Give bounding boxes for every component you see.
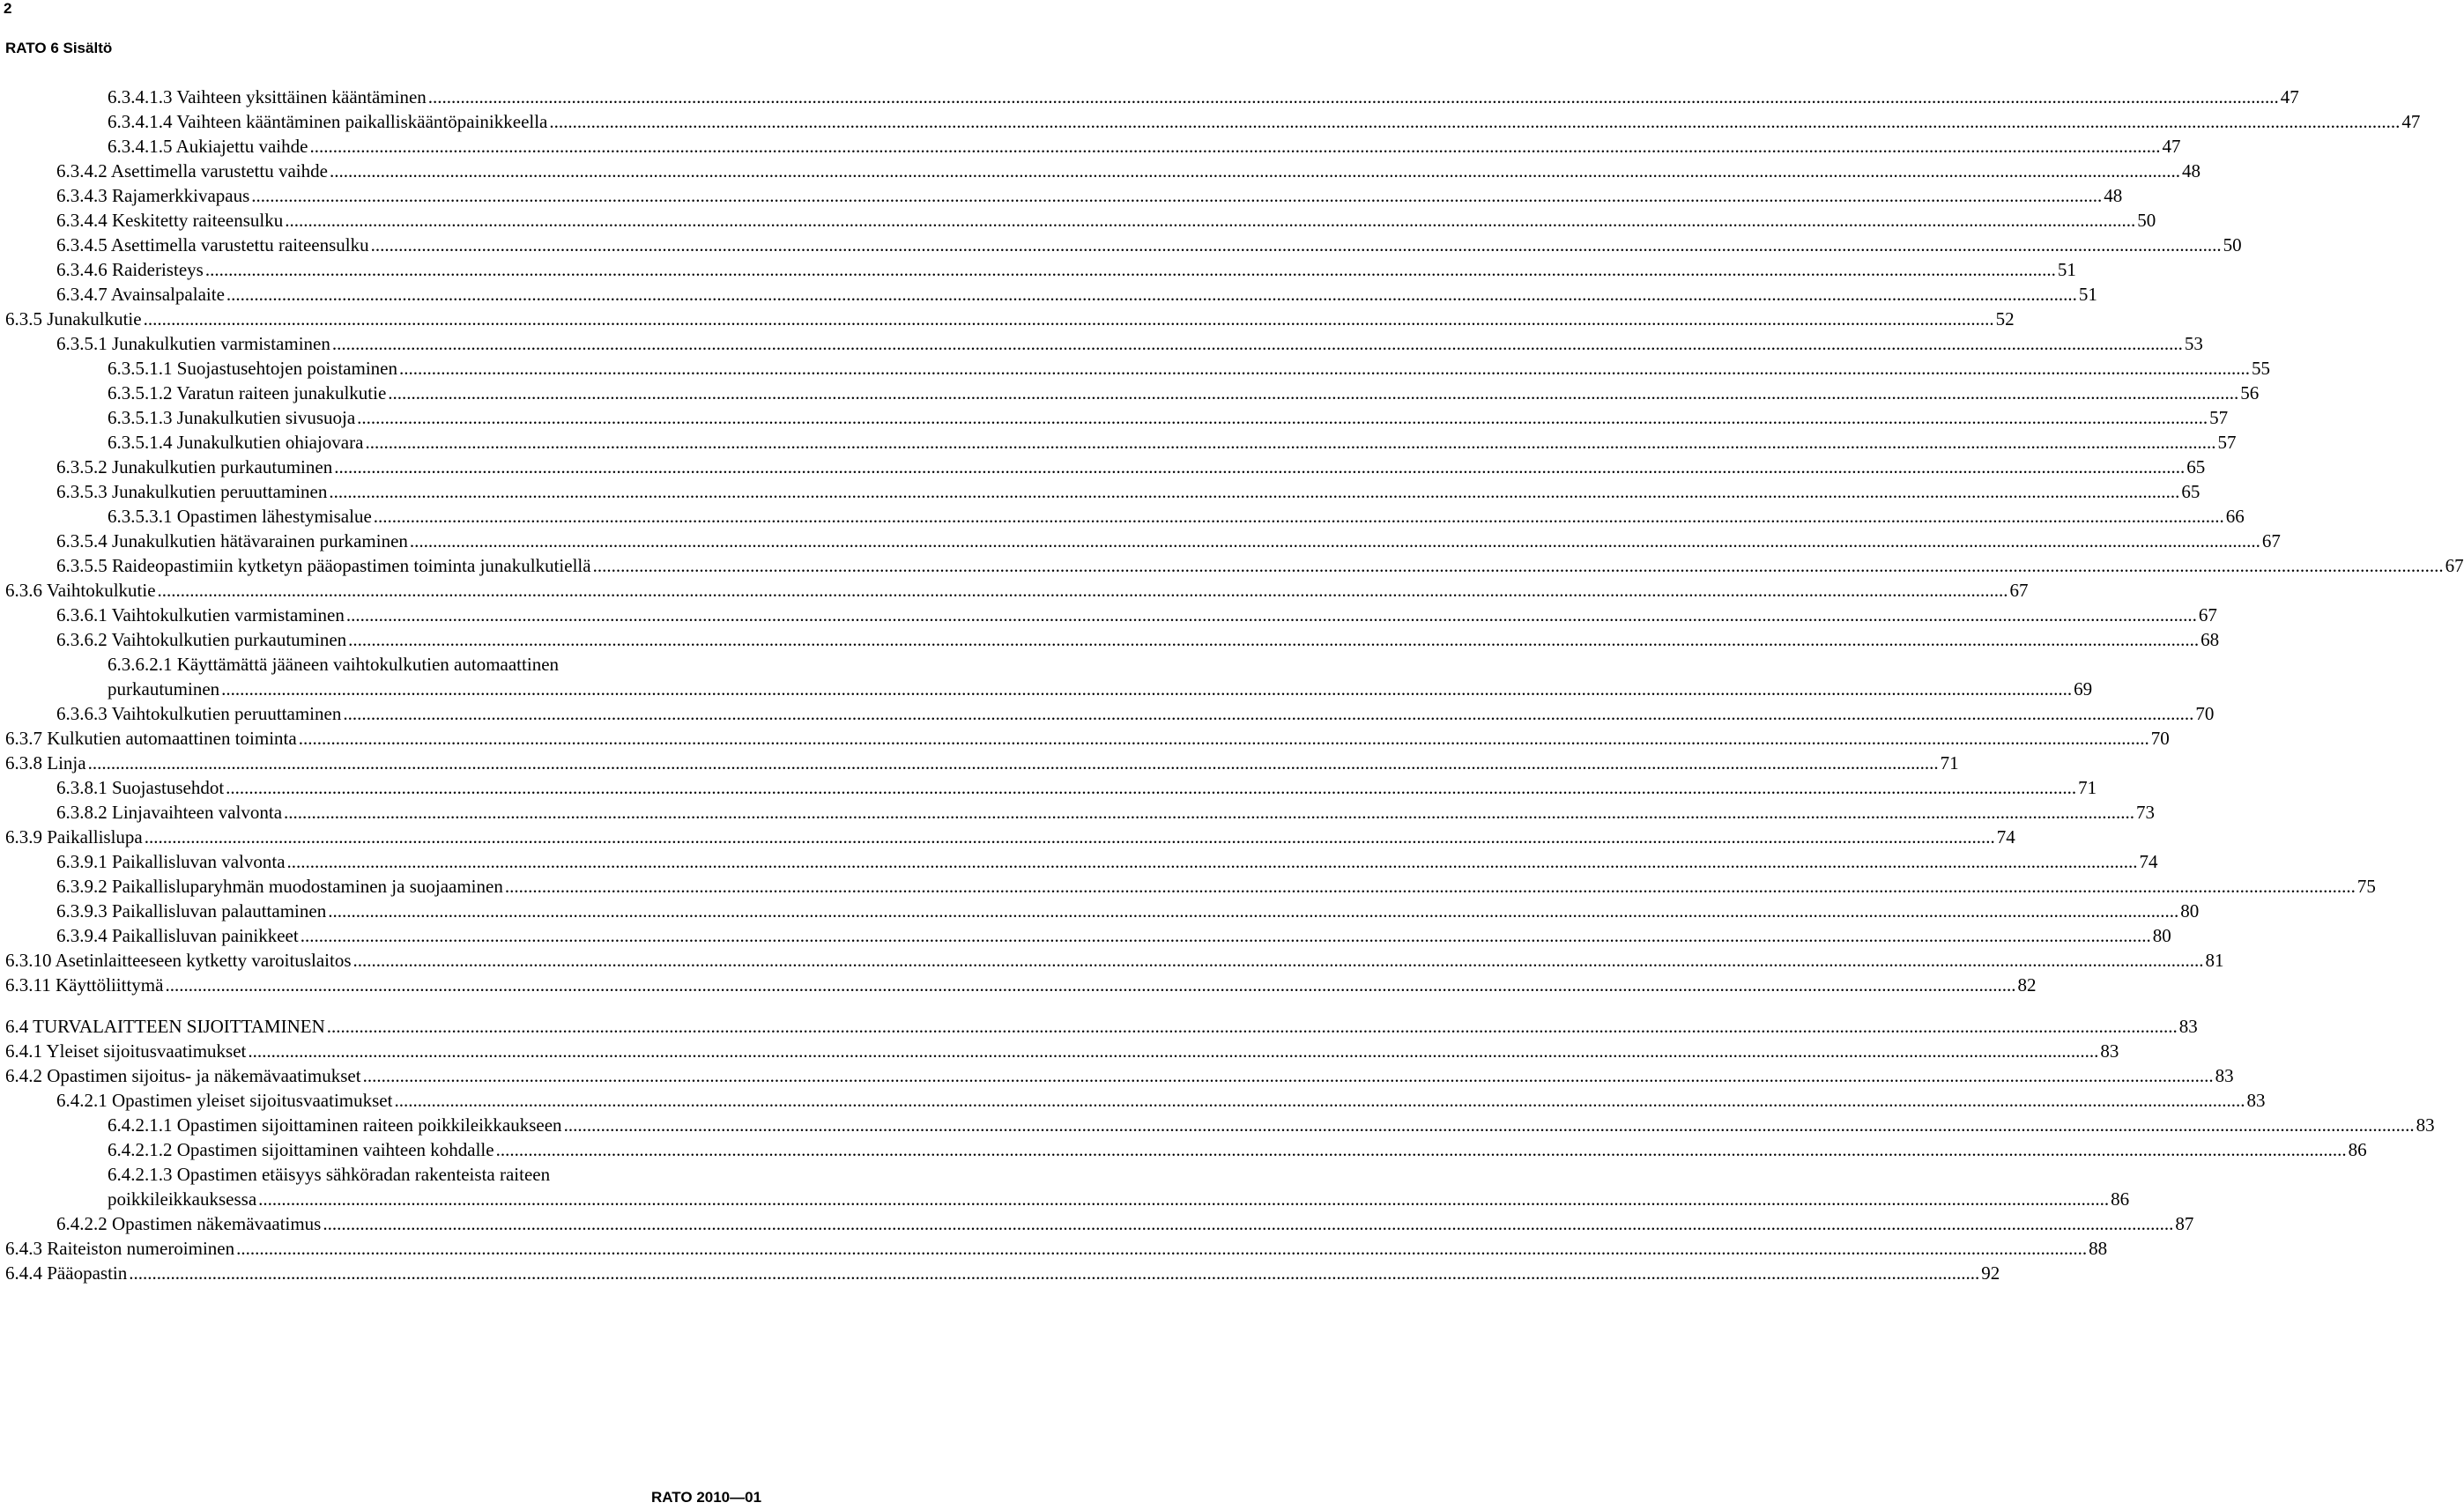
toc-entry[interactable] [0,578,2029,603]
dot-leader: ................................................................................................................................................................................................................................................................................................................................................................................................................ [328,900,2179,922]
toc-entry-title: 6.3.5.1.1 Suojastusehtojen poistaminen [108,358,397,379]
dot-leader: ................................................................................................................................................................................................................................................................................................................................................................................................................ [362,1065,2214,1086]
dot-leader: ................................................................................................................................................................................................................................................................................................................................................................................................................ [563,1114,2415,1136]
dot-leader: ................................................................................................................................................................................................................................................................................................................................................................................................................ [226,777,2077,798]
toc-page-number: 83 [2416,1114,2435,1136]
toc-entry[interactable] [0,233,2242,257]
toc-entry[interactable] [0,134,2181,159]
toc-entry-title: 6.3.5.1.3 Junakulkutien sivusuoja [108,407,356,428]
dot-leader: ................................................................................................................................................................................................................................................................................................................................................................................................................ [157,580,2008,601]
toc-entry[interactable] [0,282,2097,307]
toc-entry[interactable] [0,1137,2367,1162]
toc-entry-title: 6.4.2.1.3 Opastimen etäisyys sähköradan rakenteista raiteen [108,1164,551,1185]
toc-page-number: 73 [2136,802,2156,823]
toc-page-number: 82 [2017,974,2037,996]
toc-page-number: 66 [2225,506,2245,527]
dot-leader: ................................................................................................................................................................................................................................................................................................................................................................................................................ [398,358,2250,379]
dot-leader: ................................................................................................................................................................................................................................................................................................................................................................................................................ [298,728,2149,749]
toc-entry-title: 6.4.2.1 Opastimen yleiset sijoitusvaatimukset [56,1090,393,1111]
dot-leader: ................................................................................................................................................................................................................................................................................................................................................................................................................ [251,185,2103,206]
toc-page-number: 80 [2152,925,2171,946]
dot-leader: ................................................................................................................................................................................................................................................................................................................................................................................................................ [394,1090,2245,1111]
toc-page-number: 88 [2089,1238,2108,1259]
toc-entry-title: 6.3.6.1 Vaihtokulkutien varmistaminen [56,604,345,625]
toc-page-number: 81 [2205,950,2224,971]
toc-page-number: 67 [2261,530,2281,551]
dot-leader: ................................................................................................................................................................................................................................................................................................................................................................................................................ [144,826,1995,848]
dot-leader: ................................................................................................................................................................................................................................................................................................................................................................................................................ [285,210,2136,231]
dot-leader: ................................................................................................................................................................................................................................................................................................................................................................................................................ [334,456,2186,477]
toc-entry-title: 6.3.4.5 Asettimella varustettu raiteensulku [56,234,369,255]
dot-leader: ................................................................................................................................................................................................................................................................................................................................................................................................................ [409,530,2260,551]
toc-page-number: 74 [2139,851,2158,872]
toc-entry[interactable] [0,1261,2000,1285]
toc-entry-title: 6.3.5.1 Junakulkutien varmistaminen [56,333,330,354]
toc-entry-title: 6.3.7 Kulkutien automaattinen toiminta [5,728,297,749]
toc-page-number: 74 [1996,826,2015,848]
toc-entry[interactable] [0,948,2224,973]
toc-page-number: 83 [2246,1090,2266,1111]
dot-leader: ................................................................................................................................................................................................................................................................................................................................................................................................................ [504,876,2356,897]
toc-page-number: 86 [2348,1139,2367,1160]
toc-entry[interactable] [0,356,2270,381]
toc-entry[interactable] [0,923,2171,948]
toc-entry[interactable] [0,405,2229,430]
toc-entry-title: 6.4.2.2 Opastimen näkemävaatimus [56,1213,322,1234]
toc-entry-title: 6.3.5.4 Junakulkutien hätävarainen purkaminen [56,530,408,551]
toc-page-number: 83 [2215,1065,2234,1086]
toc-entry-title: 6.3.10 Asetinlaitteeseen kytketty varoituslaitos [5,950,352,971]
dot-leader: ................................................................................................................................................................................................................................................................................................................................................................................................................ [357,407,2208,428]
toc-page-number: 47 [2401,111,2421,132]
table-of-contents [0,85,2464,1285]
toc-entry-title: 6.3.9.1 Paikallisluvan valvonta [56,851,286,872]
toc-entry[interactable] [0,504,2245,529]
dot-leader: ................................................................................................................................................................................................................................................................................................................................................................................................................ [329,481,2180,502]
toc-entry[interactable] [0,1039,2119,1063]
dot-leader: ................................................................................................................................................................................................................................................................................................................................................................................................................ [365,432,2216,453]
toc-entry-title: 6.4.2 Opastimen sijoitus- ja näkemävaatimukset [5,1065,361,1086]
dot-leader: ................................................................................................................................................................................................................................................................................................................................................................................................................ [370,234,2222,255]
toc-page-number: 86 [2111,1188,2130,1210]
toc-entry[interactable] [0,701,2215,726]
toc-entry-title: 6.3.6.2 Vaihtokulkutien purkautuminen [56,629,347,650]
dot-leader: ................................................................................................................................................................................................................................................................................................................................................................................................................ [345,604,2197,625]
toc-entry-title: 6.3.4.1.3 Vaihteen yksittäinen kääntäminen [108,86,427,107]
toc-entry-title: 6.3.4.6 Raideristeys [56,259,204,280]
toc-entry-title: 6.3.4.1.4 Vaihteen kääntäminen paikalliskääntöpainikkeella [108,111,548,132]
toc-entry[interactable] [0,109,2421,134]
toc-entry[interactable] [0,208,2156,233]
toc-page-number: 80 [2180,900,2200,922]
toc-entry-title: 6.4.1 Yleiset sijoitusvaatimukset [5,1040,247,1062]
toc-entry-title: 6.4.2.1.2 Opastimen sijoittaminen vaihteen kohdalle [108,1139,494,1160]
toc-entry[interactable] [0,849,2158,874]
dot-leader: ................................................................................................................................................................................................................................................................................................................................................................................................................ [343,703,2194,724]
toc-entry-title: 6.3.9 Paikallislupa [5,826,143,848]
toc-page-number: 52 [1995,308,2015,329]
toc-page-number: 67 [2009,580,2029,601]
dot-leader: ................................................................................................................................................................................................................................................................................................................................................................................................................ [226,284,2077,305]
dot-leader: ................................................................................................................................................................................................................................................................................................................................................................................................................ [323,1213,2174,1234]
toc-page-number: 47 [2280,86,2299,107]
toc-entry-title: 6.3.9.2 Paikallisluparyhmän muodostaminen ja suojaaminen [56,876,503,897]
toc-entry-title: 6.3.8.1 Suojastusehdot [56,777,225,798]
toc-entry[interactable] [0,1088,2266,1113]
footer-text: RATO 2010—01 [651,1489,762,1506]
toc-page-number: 53 [2184,333,2203,354]
toc-entry-title: 6.3.8.2 Linjavaihteen valvonta [56,802,283,823]
toc-page-number: 65 [2181,481,2201,502]
toc-page-number: 68 [2201,629,2220,650]
toc-entry-title: 6.3.5.5 Raideopastimiin kytketyn pääopastimen toiminta junakulkutiellä [56,555,591,576]
toc-entry-title: 6.4.2.1.1 Opastimen sijoittaminen raiteen poikkileikkaukseen [108,1114,562,1136]
toc-page-number: 83 [2100,1040,2119,1062]
dot-leader: ................................................................................................................................................................................................................................................................................................................................................................................................................ [236,1238,2088,1259]
toc-page-number: 57 [2209,407,2229,428]
dot-leader: ................................................................................................................................................................................................................................................................................................................................................................................................................ [143,308,1994,329]
toc-entry[interactable] [0,183,2123,208]
toc-page-number: 51 [2057,259,2076,280]
toc-entry-title: 6.3.9.4 Paikallisluvan painikkeet [56,925,299,946]
dot-leader: ................................................................................................................................................................................................................................................................................................................................................................................................................ [300,925,2151,946]
toc-entry-title: 6.4.3 Raiteiston numeroiminen [5,1238,235,1259]
toc-entry[interactable] [0,159,2201,183]
toc-entry-title: 6.3.8 Linja [5,752,86,774]
toc-page-number: 69 [2074,678,2093,699]
toc-entry-title: 6.3.6.3 Vaihtokulkutien peruuttaminen [56,703,342,724]
dot-leader: ................................................................................................................................................................................................................................................................................................................................................................................................................ [331,333,2183,354]
toc-entry-title: 6.3.11 Käyttöliittymä [5,974,164,996]
toc-page-number: 67 [2198,604,2217,625]
toc-entry[interactable] [0,751,1959,775]
toc-page-number: 71 [1940,752,1959,774]
dot-leader: ................................................................................................................................................................................................................................................................................................................................................................................................................ [373,506,2224,527]
toc-entry[interactable] [0,652,2093,701]
toc-page-number: 67 [2445,555,2464,576]
toc-entry[interactable] [0,899,2200,923]
toc-entry[interactable] [0,1014,2198,1039]
toc-page-number: 47 [2162,136,2181,157]
toc-entry[interactable] [0,800,2156,825]
toc-entry[interactable] [0,1063,2234,1088]
dot-leader: ................................................................................................................................................................................................................................................................................................................................................................................................................ [204,259,2056,280]
toc-entry-title: poikkileikkauksessa [108,1188,257,1210]
toc-entry-title: 6.3.9.3 Paikallisluvan palauttaminen [56,900,327,922]
toc-entry[interactable] [0,479,2201,504]
toc-page-number: 57 [2217,432,2237,453]
toc-page-number: 48 [2181,160,2201,181]
dot-leader: ................................................................................................................................................................................................................................................................................................................................................................................................................ [309,136,2161,157]
dot-leader: ................................................................................................................................................................................................................................................................................................................................................................................................................ [258,1188,2110,1210]
toc-entry[interactable] [0,1236,2108,1261]
toc-page-number: 65 [2186,456,2206,477]
toc-entry-title: 6.3.5.3.1 Opastimen lähestymisalue [108,506,372,527]
toc-page-number: 92 [1981,1262,2000,1284]
dot-leader: ................................................................................................................................................................................................................................................................................................................................................................................................................ [549,111,2401,132]
toc-entry[interactable] [0,529,2281,553]
dot-leader: ................................................................................................................................................................................................................................................................................................................................................................................................................ [284,802,2135,823]
toc-entry-title: 6.3.4.7 Avainsalpalaite [56,284,225,305]
dot-leader: ................................................................................................................................................................................................................................................................................................................................................................................................................ [129,1262,1980,1284]
toc-entry-title: 6.3.6.2.1 Käyttämättä jääneen vaihtokulkutien automaattinen [108,654,560,675]
toc-page-number: 55 [2251,358,2270,379]
dot-leader: ................................................................................................................................................................................................................................................................................................................................................................................................................ [248,1040,2099,1062]
toc-page-number: 70 [2150,728,2170,749]
toc-page-number: 83 [2178,1016,2198,1037]
dot-leader: ................................................................................................................................................................................................................................................................................................................................................................................................................ [221,678,2073,699]
toc-page-number: 71 [2078,777,2097,798]
toc-page-number: 56 [2240,382,2260,403]
page-number: 2 [4,0,12,17]
toc-entry[interactable] [0,1162,2130,1211]
dot-leader: ................................................................................................................................................................................................................................................................................................................................................................................................................ [286,851,2138,872]
toc-entry-title: 6.4 TURVALAITTEEN SIJOITTAMINEN [5,1016,325,1037]
toc-page-number: 87 [2175,1213,2194,1234]
toc-entry[interactable] [0,455,2206,479]
toc-entry[interactable] [0,627,2220,652]
toc-entry-title: 6.3.5.1.2 Varatun raiteen junakulkutie [108,382,387,403]
toc-entry-title: 6.3.4.4 Keskitetty raiteensulku [56,210,284,231]
toc-page-number: 75 [2356,876,2376,897]
toc-entry-title: 6.3.4.2 Asettimella varustettu vaihde [56,160,328,181]
toc-page-number: 70 [2195,703,2215,724]
toc-entry-title: 6.3.5 Junakulkutie [5,308,142,329]
toc-entry[interactable] [0,430,2237,455]
dot-leader: ................................................................................................................................................................................................................................................................................................................................................................................................................ [326,1016,2178,1037]
toc-entry-title: 6.4.4 Pääopastin [5,1262,128,1284]
toc-entry[interactable] [0,1211,2194,1236]
dot-leader: ................................................................................................................................................................................................................................................................................................................................................................................................................ [427,86,2279,107]
toc-entry[interactable] [0,825,2015,849]
toc-entry[interactable] [0,726,2170,751]
dot-leader: ................................................................................................................................................................................................................................................................................................................................................................................................................ [353,950,2204,971]
toc-entry[interactable] [0,85,2299,109]
toc-entry-title: 6.3.4.1.5 Aukiajettu vaihde [108,136,308,157]
toc-entry-title: 6.3.5.1.4 Junakulkutien ohiajovara [108,432,364,453]
toc-entry[interactable] [0,973,2037,997]
toc-entry-title: purkautuminen [108,678,220,699]
toc-entry[interactable] [0,553,2464,578]
header-title: RATO 6 Sisältö [5,40,113,56]
dot-leader: ................................................................................................................................................................................................................................................................................................................................................................................................................ [329,160,2180,181]
toc-entry[interactable] [0,381,2260,405]
toc-entry-title: 6.3.5.2 Junakulkutien purkautuminen [56,456,333,477]
toc-entry-title: 6.3.6 Vaihtokulkutie [5,580,156,601]
toc-entry[interactable] [0,775,2097,800]
toc-entry[interactable] [0,874,2376,899]
dot-leader: ................................................................................................................................................................................................................................................................................................................................................................................................................ [348,629,2200,650]
toc-entry[interactable] [0,331,2203,356]
dot-leader: ................................................................................................................................................................................................................................................................................................................................................................................................................ [87,752,1939,774]
toc-entry[interactable] [0,307,2015,331]
dot-leader: ................................................................................................................................................................................................................................................................................................................................................................................................................ [165,974,2016,996]
toc-page-number: 51 [2078,284,2097,305]
toc-entry-title: 6.3.5.3 Junakulkutien peruuttaminen [56,481,328,502]
toc-entry[interactable] [0,603,2217,627]
dot-leader: ................................................................................................................................................................................................................................................................................................................................................................................................................ [495,1139,2347,1160]
toc-page-number: 50 [2223,234,2242,255]
toc-entry[interactable] [0,1113,2435,1137]
dot-leader: ................................................................................................................................................................................................................................................................................................................................................................................................................ [388,382,2239,403]
toc-entry[interactable] [0,257,2076,282]
toc-entry-title: 6.3.4.3 Rajamerkkivapaus [56,185,250,206]
toc-page-number: 48 [2104,185,2123,206]
toc-page-number: 50 [2137,210,2156,231]
dot-leader: ................................................................................................................................................................................................................................................................................................................................................................................................................ [592,555,2444,576]
